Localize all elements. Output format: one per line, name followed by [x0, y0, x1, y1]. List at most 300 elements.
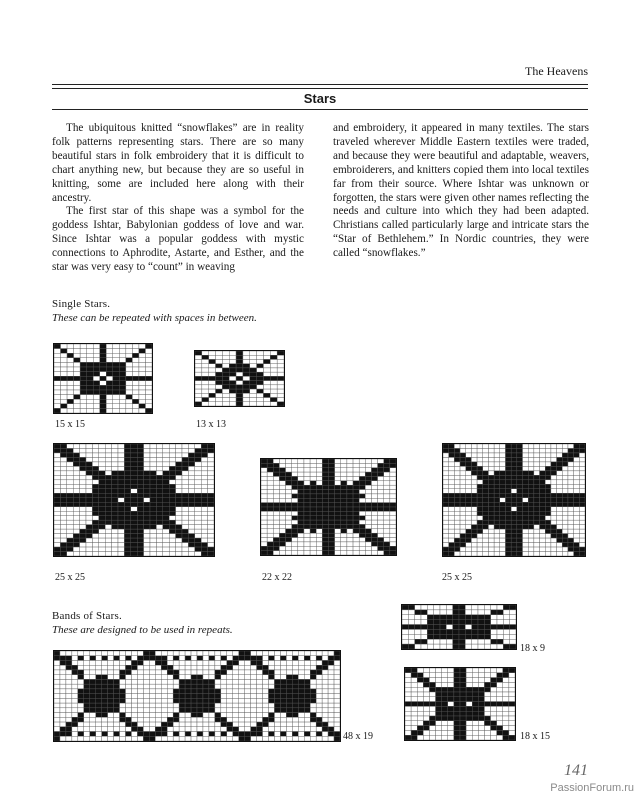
stitch-filled: [274, 698, 280, 703]
stitch-empty: [436, 721, 442, 726]
stitch-filled: [99, 471, 105, 475]
stitch-empty: [191, 722, 197, 727]
stitch-empty: [84, 675, 90, 680]
stitch-filled: [472, 629, 478, 634]
stitch-empty: [443, 511, 449, 515]
stitch-empty: [304, 542, 310, 546]
stitch-empty: [466, 552, 472, 556]
stitch-empty: [269, 708, 275, 713]
stitch-empty: [102, 717, 108, 722]
stitch-filled: [466, 502, 472, 506]
stitch-filled: [80, 381, 87, 386]
stitch-empty: [557, 480, 563, 484]
stitch-empty: [139, 385, 146, 390]
stitch-empty: [334, 665, 340, 670]
stitch-empty: [86, 475, 92, 479]
stitch-empty: [341, 463, 347, 467]
stitch-empty: [292, 463, 298, 467]
stitch-filled: [483, 471, 489, 475]
stitch-empty: [411, 726, 417, 731]
stitch-empty: [54, 471, 60, 475]
stitch-empty: [60, 516, 66, 520]
stitch-filled: [145, 408, 152, 413]
stitch-filled: [322, 665, 328, 670]
stitch-empty: [316, 472, 322, 476]
stitch-empty: [304, 717, 310, 722]
stitch-filled: [182, 498, 188, 502]
stitch-empty: [298, 722, 304, 727]
stitch-filled: [511, 453, 517, 457]
stitch-empty: [273, 551, 279, 555]
stitch-empty: [173, 736, 179, 741]
stitch-filled: [310, 481, 316, 485]
stitch-empty: [126, 381, 133, 386]
stitch-filled: [511, 498, 517, 502]
stitch-empty: [161, 713, 167, 718]
stitch-filled: [112, 484, 118, 488]
stitch-empty: [54, 367, 61, 372]
stitch-empty: [472, 721, 478, 726]
stitch-empty: [277, 355, 284, 359]
stitch-filled: [466, 529, 472, 533]
stitch-empty: [195, 475, 201, 479]
stitch-empty: [143, 660, 149, 665]
stitch-empty: [191, 727, 197, 732]
stitch-filled: [131, 502, 137, 506]
stitch-filled: [124, 507, 130, 511]
stitch-filled: [477, 471, 483, 475]
stitch-empty: [484, 639, 490, 644]
stitch-empty: [371, 485, 377, 489]
stitch-filled: [511, 480, 517, 484]
stitch-filled: [503, 702, 509, 707]
stitch-filled: [286, 476, 292, 480]
stitch-filled: [93, 367, 100, 372]
stitch-empty: [292, 717, 298, 722]
stitch-empty: [292, 722, 298, 727]
stitch-empty: [310, 732, 316, 737]
stitch-filled: [267, 459, 273, 463]
stitch-filled: [453, 634, 459, 639]
stitch-filled: [359, 524, 365, 528]
stitch-filled: [197, 679, 203, 684]
stitch-filled: [545, 511, 551, 515]
stitch-empty: [227, 656, 233, 661]
stitch-empty: [471, 547, 477, 551]
stitch-empty: [415, 634, 421, 639]
stitch-empty: [304, 722, 310, 727]
stitch-filled: [353, 511, 359, 515]
stitch-filled: [261, 503, 267, 507]
stitch-empty: [405, 716, 411, 721]
stitch-filled: [106, 381, 113, 386]
stitch-empty: [126, 344, 133, 349]
stitch-filled: [222, 368, 229, 372]
stitch-empty: [114, 651, 120, 656]
stitch-filled: [371, 542, 377, 546]
stitch-filled: [270, 398, 277, 402]
stitch-empty: [251, 698, 257, 703]
stitch-empty: [568, 489, 574, 493]
stitch-empty: [143, 679, 149, 684]
stitch-filled: [292, 507, 298, 511]
stitch-filled: [124, 493, 130, 497]
stitch-filled: [466, 716, 472, 721]
stitch-empty: [126, 694, 132, 699]
stitch-empty: [270, 402, 277, 406]
stitch-empty: [274, 713, 280, 718]
stitch-filled: [239, 732, 245, 737]
stitch-empty: [108, 656, 114, 661]
stitch-filled: [87, 385, 94, 390]
stitch-empty: [449, 466, 455, 470]
stitch-filled: [523, 489, 529, 493]
stitch-empty: [80, 453, 86, 457]
stitch-empty: [179, 651, 185, 656]
stitch-filled: [304, 520, 310, 524]
stitch-filled: [188, 462, 194, 466]
stitch-empty: [54, 525, 60, 529]
stitch-filled: [96, 694, 102, 699]
stitch-filled: [113, 390, 120, 395]
stitch-filled: [163, 475, 169, 479]
stitch-filled: [488, 475, 494, 479]
stitch-empty: [497, 697, 503, 702]
stitch-filled: [137, 543, 143, 547]
stitch-filled: [545, 493, 551, 497]
stitch-filled: [298, 698, 304, 703]
stitch-filled: [371, 533, 377, 537]
stitch-empty: [347, 472, 353, 476]
stitch-filled: [359, 485, 365, 489]
stitch-empty: [540, 552, 546, 556]
stitch-empty: [74, 385, 81, 390]
stitch-empty: [466, 668, 472, 673]
stitch-filled: [105, 516, 111, 520]
stitch-empty: [161, 679, 167, 684]
stitch-filled: [511, 516, 517, 520]
stitch-filled: [579, 547, 585, 551]
stitch-filled: [540, 525, 546, 529]
stitch-empty: [161, 736, 167, 741]
stitch-filled: [118, 516, 124, 520]
stitch-empty: [488, 471, 494, 475]
stitch-filled: [540, 516, 546, 520]
stitch-filled: [124, 547, 130, 551]
stitch-empty: [551, 480, 557, 484]
stitch-empty: [201, 520, 207, 524]
stitch-empty: [54, 511, 60, 515]
stitch-filled: [316, 670, 322, 675]
stitch-filled: [84, 708, 90, 713]
stitch-empty: [261, 490, 267, 494]
stitch-empty: [292, 498, 298, 502]
stitch-filled: [304, 732, 310, 737]
stitch-empty: [195, 398, 202, 402]
stitch-empty: [60, 708, 66, 713]
stitch-empty: [245, 660, 251, 665]
stitch-empty: [54, 660, 60, 665]
stitch-empty: [182, 484, 188, 488]
stitch-filled: [112, 480, 118, 484]
stitch-empty: [384, 476, 390, 480]
stitch-empty: [528, 547, 534, 551]
stitch-filled: [118, 502, 124, 506]
stitch-empty: [239, 722, 245, 727]
stitch-empty: [169, 480, 175, 484]
stitch-empty: [149, 698, 155, 703]
stitch-filled: [500, 480, 506, 484]
stitch-empty: [304, 670, 310, 675]
stitch-filled: [359, 507, 365, 511]
stitch-empty: [509, 726, 515, 731]
stitch-empty: [436, 730, 442, 735]
stitch-empty: [108, 675, 114, 680]
stitch-empty: [143, 689, 149, 694]
stitch-filled: [100, 353, 107, 358]
stitch-empty: [139, 367, 146, 372]
stitch-filled: [269, 698, 275, 703]
stitch-empty: [185, 713, 191, 718]
stitch-filled: [102, 713, 108, 718]
stitch-filled: [273, 468, 279, 472]
stitch-filled: [459, 615, 465, 620]
stitch-filled: [449, 448, 455, 452]
stitch-filled: [568, 502, 574, 506]
stitch-empty: [280, 665, 286, 670]
stitch-filled: [434, 625, 440, 630]
stitch-empty: [371, 511, 377, 515]
stitch-filled: [137, 475, 143, 479]
stitch-empty: [221, 660, 227, 665]
stitch-filled: [304, 684, 310, 689]
stitch-filled: [353, 481, 359, 485]
stitch-filled: [66, 732, 72, 737]
stitch-empty: [149, 675, 155, 680]
stitch-empty: [316, 694, 322, 699]
stitch-empty: [488, 444, 494, 448]
stitch-filled: [169, 466, 175, 470]
stitch-filled: [310, 503, 316, 507]
stitch-empty: [347, 468, 353, 472]
stitch-filled: [182, 534, 188, 538]
stitch-empty: [227, 698, 233, 703]
stitch-empty: [267, 476, 273, 480]
stitch-empty: [316, 675, 322, 680]
stitch-filled: [236, 393, 243, 397]
stitch-empty: [179, 732, 185, 737]
stitch-empty: [310, 703, 316, 708]
stitch-filled: [484, 721, 490, 726]
stitch-empty: [328, 722, 334, 727]
stitch-empty: [131, 703, 137, 708]
stitch-filled: [182, 462, 188, 466]
stitch-filled: [236, 402, 243, 406]
stitch-filled: [149, 656, 155, 661]
stitch-filled: [113, 385, 120, 390]
stitch-empty: [304, 675, 310, 680]
stitch-filled: [466, 534, 472, 538]
stitch-empty: [215, 703, 221, 708]
stitch-empty: [60, 457, 66, 461]
stitch-empty: [72, 675, 78, 680]
stitch-empty: [528, 444, 534, 448]
stitch-empty: [429, 726, 435, 731]
stitch-filled: [120, 698, 126, 703]
stitch-empty: [74, 362, 81, 367]
stitch-filled: [54, 376, 61, 381]
stitch-empty: [201, 529, 207, 533]
stitch-filled: [359, 533, 365, 537]
stitch-filled: [92, 511, 98, 515]
stitch-empty: [60, 520, 66, 524]
stitch-empty: [144, 444, 150, 448]
stitch-empty: [263, 402, 270, 406]
stitch-empty: [102, 660, 108, 665]
stitch-empty: [574, 534, 580, 538]
stitch-filled: [378, 538, 384, 542]
stitch-filled: [96, 708, 102, 713]
stitch-filled: [449, 493, 455, 497]
stitch-filled: [61, 349, 68, 354]
stitch-filled: [78, 694, 84, 699]
stitch-empty: [145, 395, 152, 400]
stitch-filled: [80, 466, 86, 470]
stitch-empty: [113, 399, 120, 404]
stitch-filled: [488, 507, 494, 511]
stitch-empty: [250, 355, 257, 359]
stitch-empty: [93, 395, 100, 400]
stitch-empty: [335, 546, 341, 550]
stitch-empty: [298, 476, 304, 480]
stitch-filled: [126, 395, 133, 400]
stitch-filled: [144, 475, 150, 479]
stitch-empty: [144, 529, 150, 533]
stitch-empty: [540, 448, 546, 452]
stitch-empty: [209, 389, 216, 393]
stitch-filled: [484, 716, 490, 721]
stitch-empty: [423, 706, 429, 711]
stitch-empty: [483, 552, 489, 556]
stitch-empty: [540, 534, 546, 538]
stitch-filled: [472, 702, 478, 707]
stitch-empty: [280, 670, 286, 675]
stitch-filled: [99, 507, 105, 511]
stitch-empty: [523, 444, 529, 448]
stitch-empty: [54, 670, 60, 675]
stitch-filled: [108, 698, 114, 703]
stitch-empty: [195, 507, 201, 511]
stitch-filled: [459, 629, 465, 634]
stitch-filled: [471, 502, 477, 506]
stitch-filled: [497, 673, 503, 678]
stitch-empty: [203, 736, 209, 741]
stitch-empty: [188, 552, 194, 556]
stitch-filled: [201, 498, 207, 502]
stitch-empty: [267, 494, 273, 498]
stitch-empty: [267, 516, 273, 520]
stitch-filled: [534, 502, 540, 506]
stitch-empty: [182, 471, 188, 475]
stitch-empty: [182, 543, 188, 547]
stitch-empty: [551, 511, 557, 515]
stitch-filled: [292, 481, 298, 485]
stitch-filled: [322, 546, 328, 550]
stitch-empty: [322, 679, 328, 684]
stitch-empty: [119, 399, 126, 404]
stitch-empty: [280, 736, 286, 741]
stitch-filled: [472, 697, 478, 702]
stitch-empty: [557, 520, 563, 524]
stitch-filled: [517, 448, 523, 452]
stitch-empty: [460, 480, 466, 484]
stitch-empty: [84, 670, 90, 675]
stitch-filled: [517, 444, 523, 448]
stitch-empty: [454, 525, 460, 529]
stitch-filled: [505, 529, 511, 533]
stitch-empty: [197, 736, 203, 741]
stitch-empty: [534, 529, 540, 533]
stitch-filled: [118, 507, 124, 511]
stitch-filled: [517, 534, 523, 538]
stitch-empty: [562, 484, 568, 488]
stitch-filled: [503, 735, 509, 740]
stitch-filled: [137, 656, 143, 661]
stitch-empty: [328, 694, 334, 699]
stitch-filled: [60, 660, 66, 665]
stitch-filled: [557, 462, 563, 466]
stitch-filled: [491, 678, 497, 683]
stitch-empty: [92, 516, 98, 520]
stitch-empty: [491, 673, 497, 678]
stitch-empty: [384, 533, 390, 537]
stitch-empty: [304, 481, 310, 485]
stitch-filled: [365, 472, 371, 476]
stitch-empty: [208, 484, 214, 488]
stitch-empty: [233, 694, 239, 699]
stitch-filled: [449, 547, 455, 551]
stitch-empty: [227, 708, 233, 713]
stitch-empty: [304, 468, 310, 472]
stitch-empty: [227, 694, 233, 699]
stitch-empty: [222, 402, 229, 406]
stitch-empty: [227, 703, 233, 708]
stitch-empty: [93, 349, 100, 354]
stitch-empty: [90, 665, 96, 670]
stitch-filled: [378, 503, 384, 507]
stitch-filled: [436, 692, 442, 697]
stitch-filled: [528, 502, 534, 506]
stitch-filled: [579, 552, 585, 556]
stitch-empty: [67, 529, 73, 533]
stitch-empty: [132, 362, 139, 367]
stitch-empty: [503, 610, 509, 615]
stitch-filled: [221, 670, 227, 675]
stitch-filled: [150, 507, 156, 511]
stitch-empty: [273, 511, 279, 515]
stitch-empty: [465, 605, 471, 610]
stitch-filled: [534, 475, 540, 479]
stitch-empty: [557, 525, 563, 529]
stitch-filled: [227, 727, 233, 732]
stitch-empty: [149, 722, 155, 727]
stitch-empty: [169, 462, 175, 466]
stitch-empty: [390, 498, 396, 502]
stitch-filled: [574, 448, 580, 452]
stitch-filled: [472, 711, 478, 716]
stitch-empty: [371, 516, 377, 520]
stitch-filled: [74, 376, 81, 381]
